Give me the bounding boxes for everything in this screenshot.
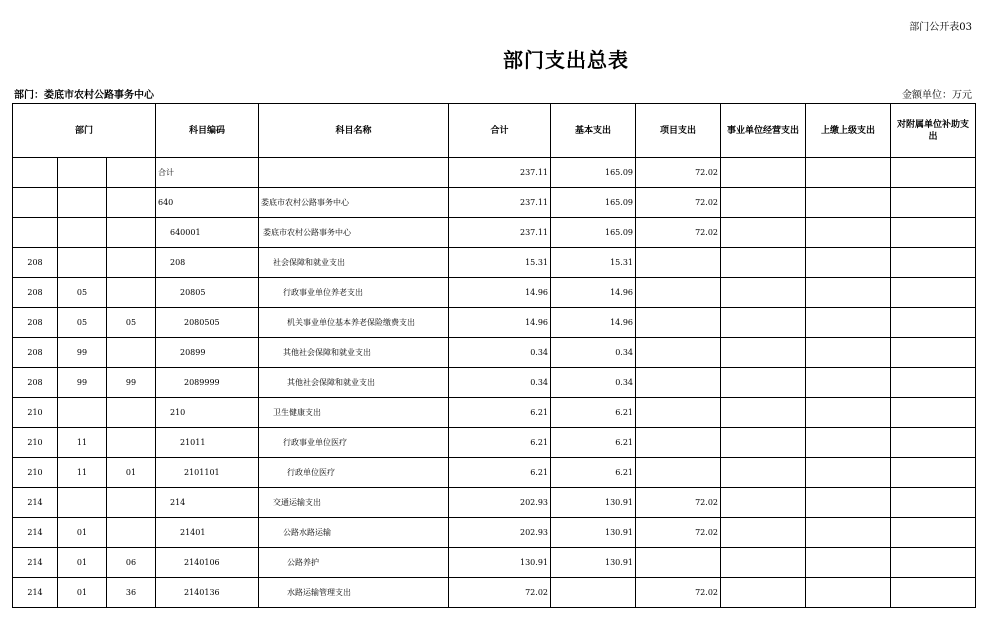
dept-subitem-cell (107, 338, 156, 368)
upper-expense-cell (806, 458, 891, 488)
total-cell: 14.96 (449, 278, 551, 308)
enterprise-expense-cell (721, 338, 806, 368)
dept-class-cell: 214 (13, 578, 58, 608)
enterprise-expense-cell (721, 308, 806, 338)
subject-name-cell: 其他社会保障和就业支出 (259, 338, 449, 368)
subsidy-expense-cell (891, 248, 976, 278)
dept-subitem-cell (107, 488, 156, 518)
total-cell: 237.11 (449, 158, 551, 188)
basic-expense-cell: 6.21 (551, 458, 636, 488)
table-row (13, 248, 976, 278)
subsidy-expense-cell (891, 188, 976, 218)
upper-expense-cell (806, 428, 891, 458)
upper-expense-cell (806, 248, 891, 278)
dept-class-cell: 210 (13, 458, 58, 488)
dept-item-cell: 01 (58, 548, 107, 578)
subsidy-expense-cell (891, 548, 976, 578)
table-number-tag: 部门公开表03 (909, 22, 972, 33)
table-row (13, 278, 976, 308)
dept-item-cell (58, 188, 107, 218)
dept-class-cell (13, 158, 58, 188)
header-enterprise: 事业单位经营支出 (721, 104, 806, 158)
enterprise-expense-cell (721, 278, 806, 308)
dept-item-cell: 05 (58, 308, 107, 338)
subject-name-cell: 娄底市农村公路事务中心 (259, 218, 449, 248)
subject-code-cell: 210 (156, 398, 259, 428)
subject-name-cell: 其他社会保障和就业支出 (259, 368, 449, 398)
total-cell: 6.21 (449, 428, 551, 458)
subject-code-cell: 20899 (156, 338, 259, 368)
subject-name-cell: 机关事业单位基本养老保险缴费支出 (259, 308, 449, 338)
project-expense-cell: 72.02 (636, 188, 721, 218)
subsidy-expense-cell (891, 428, 976, 458)
upper-expense-cell (806, 218, 891, 248)
project-expense-cell: 72.02 (636, 518, 721, 548)
subject-name-cell: 卫生健康支出 (259, 398, 449, 428)
table-row (13, 458, 976, 488)
subject-code-cell: 208 (156, 248, 259, 278)
total-cell: 15.31 (449, 248, 551, 278)
expenditure-table (12, 103, 976, 608)
total-cell: 72.02 (449, 578, 551, 608)
dept-subitem-cell (107, 518, 156, 548)
upper-expense-cell (806, 518, 891, 548)
subject-code-cell: 21011 (156, 428, 259, 458)
enterprise-expense-cell (721, 218, 806, 248)
project-expense-cell (636, 278, 721, 308)
dept-subitem-cell (107, 188, 156, 218)
subject-code-cell: 合计 (156, 158, 259, 188)
subject-name-cell: 行政事业单位医疗 (259, 428, 449, 458)
enterprise-expense-cell (721, 248, 806, 278)
table-row (13, 548, 976, 578)
project-expense-cell (636, 368, 721, 398)
dept-class-cell: 214 (13, 548, 58, 578)
subject-name-cell: 娄底市农村公路事务中心 (259, 188, 449, 218)
table-row (13, 428, 976, 458)
dept-item-cell: 99 (58, 338, 107, 368)
subject-code-cell: 640001 (156, 218, 259, 248)
header-name: 科目名称 (259, 104, 449, 158)
dept-item-cell (58, 488, 107, 518)
total-cell: 202.93 (449, 518, 551, 548)
project-expense-cell: 72.02 (636, 218, 721, 248)
dept-subitem-cell (107, 278, 156, 308)
amount-unit-label: 金额单位：万元 (902, 90, 972, 101)
upper-expense-cell (806, 548, 891, 578)
subject-name-cell: 交通运输支出 (259, 488, 449, 518)
upper-expense-cell (806, 278, 891, 308)
basic-expense-cell: 0.34 (551, 368, 636, 398)
enterprise-expense-cell (721, 548, 806, 578)
upper-expense-cell (806, 368, 891, 398)
dept-class-cell (13, 218, 58, 248)
total-cell: 14.96 (449, 308, 551, 338)
basic-expense-cell: 130.91 (551, 548, 636, 578)
subject-code-cell: 2089999 (156, 368, 259, 398)
project-expense-cell (636, 548, 721, 578)
upper-expense-cell (806, 158, 891, 188)
dept-class-cell: 208 (13, 248, 58, 278)
subject-name-cell (259, 158, 449, 188)
subject-name-cell: 行政事业单位养老支出 (259, 278, 449, 308)
basic-expense-cell: 14.96 (551, 308, 636, 338)
total-cell: 0.34 (449, 368, 551, 398)
header-code: 科目编码 (156, 104, 259, 158)
project-expense-cell: 72.02 (636, 488, 721, 518)
subject-name-cell: 公路养护 (259, 548, 449, 578)
basic-expense-cell: 165.09 (551, 188, 636, 218)
table-row (13, 488, 976, 518)
header-upper: 上缴上级支出 (806, 104, 891, 158)
subject-code-cell: 2140136 (156, 578, 259, 608)
basic-expense-cell: 6.21 (551, 398, 636, 428)
header-subsidy: 对附属单位补助支出 (891, 104, 976, 158)
total-cell: 202.93 (449, 488, 551, 518)
total-cell: 237.11 (449, 218, 551, 248)
table-header-row (13, 104, 976, 158)
basic-expense-cell: 14.96 (551, 278, 636, 308)
dept-class-cell: 208 (13, 338, 58, 368)
table-row (13, 308, 976, 338)
dept-item-cell: 11 (58, 428, 107, 458)
total-cell: 237.11 (449, 188, 551, 218)
subject-code-cell: 20805 (156, 278, 259, 308)
dept-subitem-cell: 06 (107, 548, 156, 578)
basic-expense-cell: 130.91 (551, 488, 636, 518)
table-row (13, 158, 976, 188)
subsidy-expense-cell (891, 158, 976, 188)
dept-item-cell (58, 398, 107, 428)
enterprise-expense-cell (721, 368, 806, 398)
header-project: 项目支出 (636, 104, 721, 158)
basic-expense-cell: 0.34 (551, 338, 636, 368)
table-row (13, 188, 976, 218)
dept-subitem-cell: 01 (107, 458, 156, 488)
subsidy-expense-cell (891, 488, 976, 518)
project-expense-cell (636, 428, 721, 458)
subsidy-expense-cell (891, 338, 976, 368)
enterprise-expense-cell (721, 158, 806, 188)
project-expense-cell (636, 338, 721, 368)
table-row (13, 398, 976, 428)
table-row (13, 518, 976, 548)
dept-item-cell: 01 (58, 518, 107, 548)
dept-subitem-cell (107, 398, 156, 428)
basic-expense-cell: 130.91 (551, 518, 636, 548)
dept-subitem-cell (107, 428, 156, 458)
enterprise-expense-cell (721, 428, 806, 458)
dept-subitem-cell: 99 (107, 368, 156, 398)
dept-subitem-cell (107, 158, 156, 188)
subsidy-expense-cell (891, 218, 976, 248)
basic-expense-cell: 15.31 (551, 248, 636, 278)
dept-class-cell (13, 188, 58, 218)
subject-code-cell: 214 (156, 488, 259, 518)
department-label: 部门：娄底市农村公路事务中心 (14, 90, 154, 101)
dept-item-cell: 99 (58, 368, 107, 398)
project-expense-cell (636, 308, 721, 338)
dept-class-cell: 210 (13, 428, 58, 458)
subject-code-cell: 21401 (156, 518, 259, 548)
dept-subitem-cell (107, 248, 156, 278)
dept-subitem-cell (107, 218, 156, 248)
upper-expense-cell (806, 308, 891, 338)
upper-expense-cell (806, 398, 891, 428)
dept-item-cell: 01 (58, 578, 107, 608)
dept-class-cell: 208 (13, 368, 58, 398)
dept-item-cell: 11 (58, 458, 107, 488)
total-cell: 6.21 (449, 398, 551, 428)
page-title: 部门支出总表 (503, 48, 629, 72)
project-expense-cell: 72.02 (636, 158, 721, 188)
project-expense-cell (636, 398, 721, 428)
table-row (13, 368, 976, 398)
dept-class-cell: 208 (13, 278, 58, 308)
enterprise-expense-cell (721, 488, 806, 518)
dept-class-cell: 214 (13, 488, 58, 518)
project-expense-cell (636, 458, 721, 488)
subject-code-cell: 2140106 (156, 548, 259, 578)
upper-expense-cell (806, 578, 891, 608)
subject-code-cell: 2101101 (156, 458, 259, 488)
dept-class-cell: 214 (13, 518, 58, 548)
subject-code-cell: 640 (156, 188, 259, 218)
table-row (13, 218, 976, 248)
header-total: 合计 (449, 104, 551, 158)
enterprise-expense-cell (721, 398, 806, 428)
basic-expense-cell: 165.09 (551, 158, 636, 188)
subsidy-expense-cell (891, 398, 976, 428)
dept-subitem-cell: 05 (107, 308, 156, 338)
table-row (13, 578, 976, 608)
subject-name-cell: 公路水路运输 (259, 518, 449, 548)
total-cell: 0.34 (449, 338, 551, 368)
subject-code-cell: 2080505 (156, 308, 259, 338)
enterprise-expense-cell (721, 518, 806, 548)
total-cell: 130.91 (449, 548, 551, 578)
upper-expense-cell (806, 188, 891, 218)
dept-item-cell: 05 (58, 278, 107, 308)
subsidy-expense-cell (891, 578, 976, 608)
subsidy-expense-cell (891, 458, 976, 488)
enterprise-expense-cell (721, 188, 806, 218)
project-expense-cell: 72.02 (636, 578, 721, 608)
table-row (13, 338, 976, 368)
basic-expense-cell (551, 578, 636, 608)
total-cell: 6.21 (449, 458, 551, 488)
enterprise-expense-cell (721, 578, 806, 608)
subject-name-cell: 水路运输管理支出 (259, 578, 449, 608)
header-basic: 基本支出 (551, 104, 636, 158)
dept-item-cell (58, 218, 107, 248)
upper-expense-cell (806, 338, 891, 368)
subsidy-expense-cell (891, 308, 976, 338)
subsidy-expense-cell (891, 518, 976, 548)
dept-subitem-cell: 36 (107, 578, 156, 608)
enterprise-expense-cell (721, 458, 806, 488)
dept-item-cell (58, 158, 107, 188)
dept-class-cell: 210 (13, 398, 58, 428)
header-dept: 部门 (13, 104, 156, 158)
upper-expense-cell (806, 488, 891, 518)
subsidy-expense-cell (891, 278, 976, 308)
basic-expense-cell: 165.09 (551, 218, 636, 248)
project-expense-cell (636, 248, 721, 278)
basic-expense-cell: 6.21 (551, 428, 636, 458)
dept-item-cell (58, 248, 107, 278)
subject-name-cell: 社会保障和就业支出 (259, 248, 449, 278)
subject-name-cell: 行政单位医疗 (259, 458, 449, 488)
subsidy-expense-cell (891, 368, 976, 398)
dept-class-cell: 208 (13, 308, 58, 338)
